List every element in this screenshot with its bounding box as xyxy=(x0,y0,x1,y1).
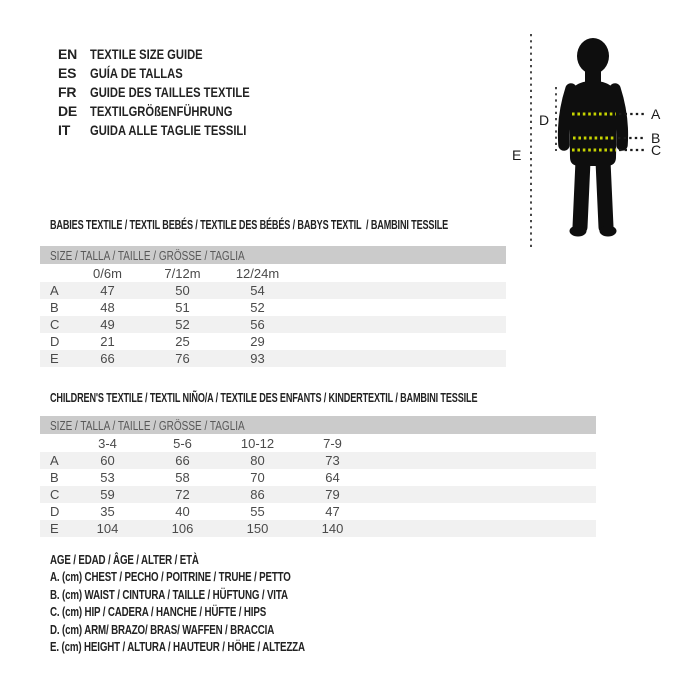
row-label: B xyxy=(50,470,59,485)
table-cell: 64 xyxy=(325,470,340,485)
column-header: 3-4 xyxy=(98,435,117,451)
marker-label-hip: C xyxy=(651,142,662,158)
language-label: GUIDE DES TAILLES TEXTILE xyxy=(90,84,250,100)
babies-table-title xyxy=(50,217,619,232)
marker-label-chest: A xyxy=(651,106,661,122)
table-cell: 76 xyxy=(175,351,190,366)
size-header-text: SIZE / TALLA / TAILLE / GRÖSSE / TAGLIA xyxy=(50,247,245,263)
language-code: FR xyxy=(58,84,77,100)
table-row xyxy=(40,520,596,537)
children-table-title-text: CHILDREN'S TEXTILE / TEXTIL NIÑO/A / TEXTILE DES ENFANTS / KINDERTEXTIL / BAMBINI TESSILE xyxy=(50,390,478,405)
table-cell: 48 xyxy=(100,300,115,315)
table-cell: 150 xyxy=(246,521,269,536)
table-cell: 53 xyxy=(100,470,115,485)
size-header-bar xyxy=(40,246,506,264)
table-cell: 52 xyxy=(175,317,190,332)
table-row xyxy=(40,503,596,520)
table-cell: 59 xyxy=(100,487,115,502)
legend-line-hip xyxy=(50,603,390,620)
legend-arm-text: D. (cm) ARM/ BRAZO/ BRAS/ WAFFEN / BRACCIA xyxy=(50,621,275,637)
table-cell: 79 xyxy=(325,487,340,502)
table-cell: 54 xyxy=(250,283,265,298)
table-cell: 50 xyxy=(175,283,190,298)
language-row xyxy=(58,64,290,83)
legend-line-age xyxy=(50,551,390,568)
table-row xyxy=(40,299,506,316)
table-row xyxy=(40,316,506,333)
column-header: 7-9 xyxy=(323,435,342,451)
table-cell: 25 xyxy=(175,334,190,349)
column-header-row xyxy=(40,264,506,282)
language-row xyxy=(58,102,290,121)
table-cell: 21 xyxy=(100,334,115,349)
row-label: D xyxy=(50,334,60,349)
legend-height-text: E. (cm) HEIGHT / ALTURA / HAUTEUR / HÖHE / ALTEZZA xyxy=(50,639,305,655)
language-row xyxy=(58,121,290,140)
language-label: GUIDA ALLE TAGLIE TESSILI xyxy=(90,122,247,138)
row-label: C xyxy=(50,487,60,502)
legend-age-text: AGE / EDAD / ÂGE / ALTER / ETÀ xyxy=(50,552,199,567)
legend-hip-text: C. (cm) HIP / CADERA / HANCHE / HÜFTE / HIPS xyxy=(50,604,267,620)
legend-line-height xyxy=(50,638,390,655)
measurement-legend xyxy=(50,551,390,655)
table-row xyxy=(40,333,506,350)
babies-table-title-text: BABIES TEXTILE / TEXTIL BEBÉS / TEXTILE DES BÉBÉS / BABYS TEXTIL / BAMBINI TESSILE xyxy=(50,217,449,232)
row-label: A xyxy=(50,453,59,468)
table-row xyxy=(40,469,596,486)
legend-line-chest xyxy=(50,568,390,585)
marker-label-arm: D xyxy=(539,112,550,128)
babies-size-table xyxy=(40,246,506,367)
legend-line-waist xyxy=(50,586,390,603)
legend-waist-text: B. (cm) WAIST / CINTURA / TAILLE / HÜFTUNG / VITA xyxy=(50,586,288,602)
column-header: 12/24m xyxy=(235,265,280,281)
language-list xyxy=(58,45,290,140)
language-label: TEXTILGRÖßENFÜHRUNG xyxy=(90,103,233,119)
language-row xyxy=(58,83,290,102)
size-header-text: SIZE / TALLA / TAILLE / GRÖSSE / TAGLIA xyxy=(50,417,245,433)
table-cell: 93 xyxy=(250,351,265,366)
table-row xyxy=(40,486,596,503)
table-cell: 60 xyxy=(100,453,115,468)
table-cell: 51 xyxy=(175,300,190,315)
language-row xyxy=(58,45,290,64)
marker-label-waist: B xyxy=(651,130,661,146)
children-table-title xyxy=(50,390,661,405)
language-code: DE xyxy=(58,103,78,119)
table-cell: 73 xyxy=(325,453,340,468)
row-label: D xyxy=(50,504,60,519)
table-cell: 80 xyxy=(250,453,265,468)
row-label: A xyxy=(50,283,59,298)
row-label: E xyxy=(50,351,59,366)
table-row xyxy=(40,350,506,367)
language-label: TEXTILE SIZE GUIDE xyxy=(90,46,203,62)
table-cell: 47 xyxy=(100,283,115,298)
table-cell: 40 xyxy=(175,504,190,519)
table-cell: 106 xyxy=(171,521,194,536)
table-cell: 66 xyxy=(175,453,190,468)
table-cell: 104 xyxy=(96,521,119,536)
language-code: EN xyxy=(58,46,78,62)
legend-line-arm xyxy=(50,621,390,638)
legend-chest-text: A. (cm) CHEST / PECHO / POITRINE / TRUHE / PETTO xyxy=(50,569,291,585)
table-cell: 140 xyxy=(321,521,344,536)
table-cell: 47 xyxy=(325,504,340,519)
column-header: 7/12m xyxy=(164,265,201,281)
children-size-table xyxy=(40,416,596,537)
row-label: C xyxy=(50,317,60,332)
size-header-bar xyxy=(40,416,596,434)
language-code: IT xyxy=(58,122,71,138)
column-header: 5-6 xyxy=(173,435,192,451)
table-cell: 55 xyxy=(250,504,265,519)
table-cell: 49 xyxy=(100,317,115,332)
row-label: B xyxy=(50,300,59,315)
language-code: ES xyxy=(58,65,77,81)
table-cell: 35 xyxy=(100,504,115,519)
table-cell: 72 xyxy=(175,487,190,502)
column-header: 10-12 xyxy=(240,435,275,451)
column-header-row xyxy=(40,434,596,452)
table-cell: 29 xyxy=(250,334,265,349)
language-label: GUÍA DE TALLAS xyxy=(90,65,183,81)
column-header: 0/6m xyxy=(93,265,122,281)
marker-label-height: E xyxy=(512,147,522,163)
table-cell: 56 xyxy=(250,317,265,332)
table-row xyxy=(40,452,596,469)
table-cell: 58 xyxy=(175,470,190,485)
table-cell: 70 xyxy=(250,470,265,485)
child-silhouette xyxy=(564,38,623,237)
table-cell: 86 xyxy=(250,487,265,502)
table-row xyxy=(40,282,506,299)
table-cell: 52 xyxy=(250,300,265,315)
row-label: E xyxy=(50,521,59,536)
table-cell: 66 xyxy=(100,351,115,366)
